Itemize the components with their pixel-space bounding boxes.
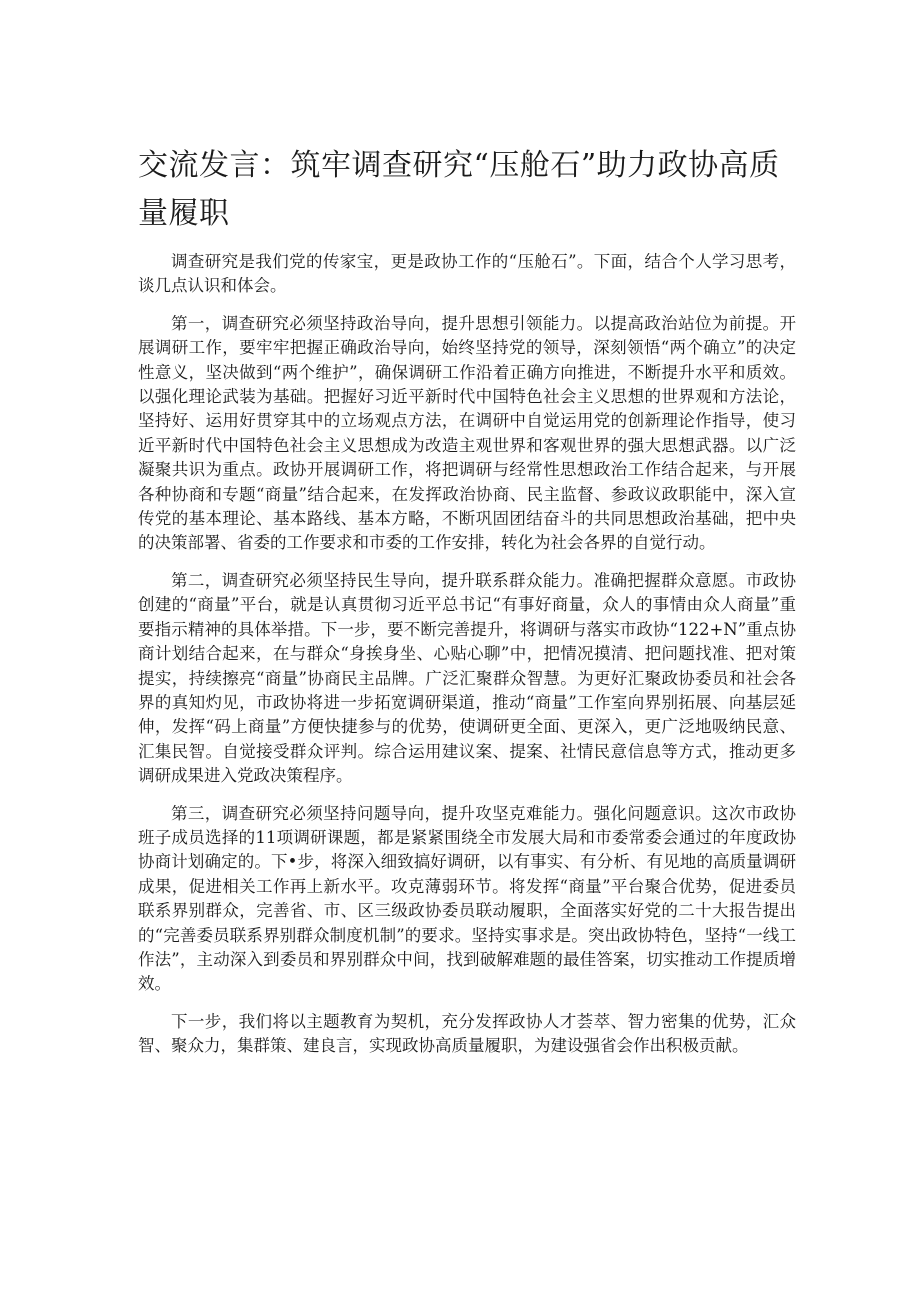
paragraph-intro: 调查研究是我们党的传家宝，更是政协工作的“压舱石”。下面，结合个人学习思考，谈几点认识和体会。 <box>138 252 796 296</box>
paragraph-conclusion: 下一步，我们将以主题教育为契机，充分发挥政协人才荟萃、智力密集的优势，汇众智、聚众力，集群策、建良言，实现政协高质量履职，为建设强省会作出积极贡献。 <box>138 1011 796 1056</box>
paragraph-second-point: 第二，调查研究必须坚持民生导向，提升联系群众能力。准确把握群众意愿。市政协创建的“商量”平台，就是认真贯彻习近平总书记“有事好商量，众人的事情由众人商量”重要指示精神的具体举措。下一步，要不断完善提升，将调研与落实市政协“122+N”重点协商计划结合起来，在与群众“身挨身坐、心贴心聊”中，把情况摸清、把问题找准、把对策提实，持续擦亮“商量”协商民主品牌。广泛汇聚群众智慧。为更好汇聚政协委员和社会各界的真知灼见，市政协将进一步拓宽调研渠道，推动“商量”工作室向界别拓展、向基层延伸，发挥“码上商量”方便快捷参与的优势，使调研更全面、更深入，更广泛地吸纳民意、汇集民智。自觉接受群众评判。综合运用建议案、提案、社情民意信息等方式，推动更多调研成果进入党政决策程序。 <box>138 570 796 786</box>
document-body <box>138 250 796 1072</box>
paragraph-third-point: 第三，调查研究必须坚持问题导向，提升攻坚克难能力。强化问题意识。这次市政协班子成员选择的11项调研课题，都是紧紧围绕全市发展大局和市委常委会通过的年度政协协商计划确定的。下•步，将深入细致搞好调研，以有事实、有分析、有见地的高质量调研成果，促进相关工作再上新水平。攻克薄弱环节。将发挥“商量”平台聚合优势，促进委员联系界别群众，完善省、市、区三级政协委员联动履职，全面落实好党的二十大报告提出的“完善委员联系界别群众制度机制”的要求。坚持实事求是。突出政协特色，坚持“一线工作法”，主动深入到委员和界别群众中间，找到破解难题的最佳答案，切实推动工作提质增效。 <box>138 803 796 994</box>
paragraph-first-point: 第一，调查研究必须坚持政治导向，提升思想引领能力。以提高政治站位为前提。开展调研工作，要牢牢把握正确政治导向，始终坚持党的领导，深刻领悟“两个确立”的决定性意义，坚决做到“两个维护”，确保调研工作沿着正确方向推进，不断提升水平和质效。以强化理论武装为基础。把握好习近平新时代中国特色社会主义思想的世界观和方法论，坚持好、运用好贯穿其中的立场观点方法，在调研中自觉运用党的创新理论作指导，使习近平新时代中国特色社会主义思想成为改造主观世界和客观世界的强大思想武器。以广泛凝聚共识为重点。政协开展调研工作，将把调研与经常性思想政治工作结合起来，与开展各种协商和专题“商量”结合起来，在发挥政治协商、民主监督、参政议政职能中，深入宣传党的基本理论、基本路线、基本方略，不断巩固团结奋斗的共同思想政治基础，把中央的决策部署、省委的工作要求和市委的工作安排，转化为社会各界的自觉行动。 <box>138 313 796 553</box>
document-title: 交流发言：筑牢调查研究“压舱石”助力政协高质量履职 <box>138 148 780 231</box>
